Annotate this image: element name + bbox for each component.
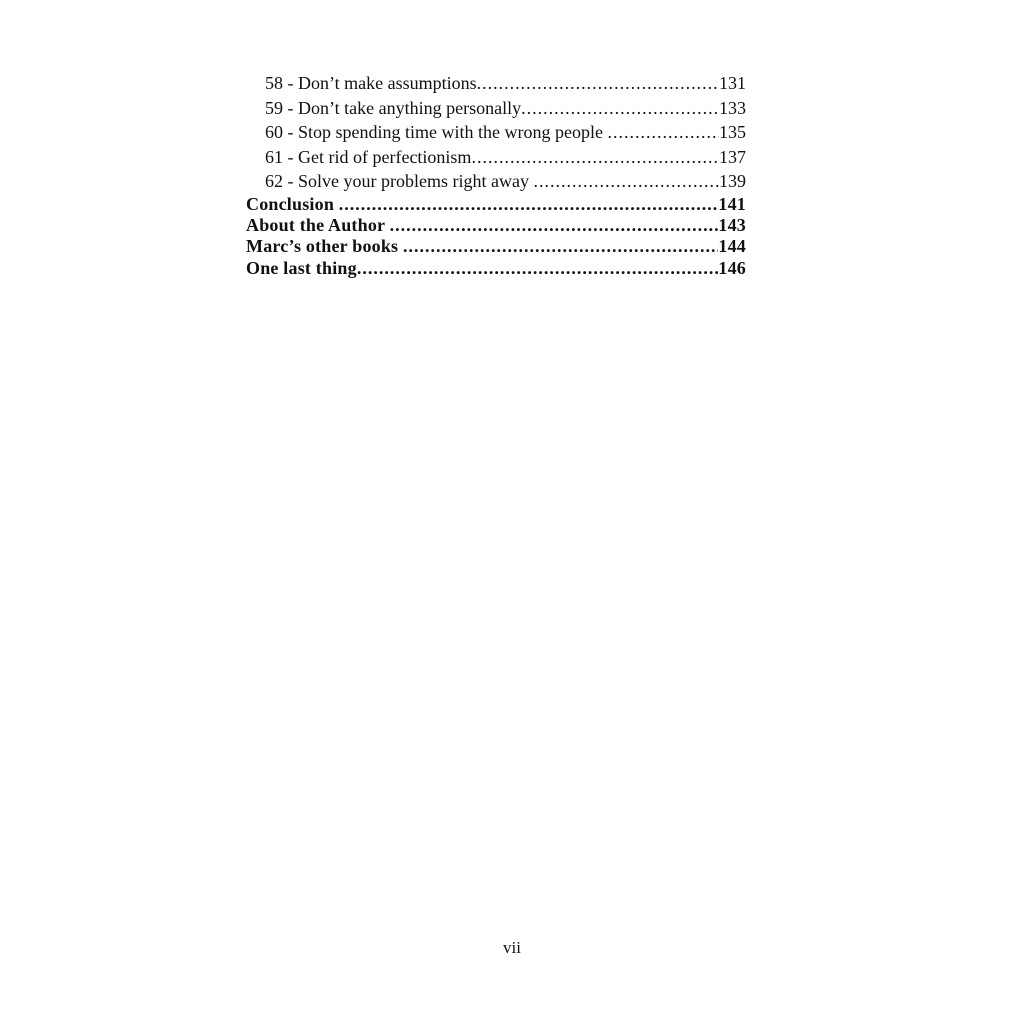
folio-page-number: vii bbox=[503, 938, 521, 957]
toc-dot-leader bbox=[339, 194, 719, 215]
toc-entry-page: 139 bbox=[719, 171, 746, 191]
toc-entry-label: Conclusion bbox=[246, 193, 339, 214]
toc-entry-page: 141 bbox=[718, 193, 746, 214]
toc-entry-page: 135 bbox=[719, 122, 746, 142]
toc-entry[interactable] bbox=[246, 215, 746, 236]
toc-dot-leader bbox=[521, 96, 719, 121]
toc-entry-page: 133 bbox=[719, 97, 746, 118]
toc-dot-leader bbox=[390, 215, 719, 236]
toc-dot-leader bbox=[533, 169, 719, 194]
toc-entry-label: 60 - Stop spending time with the wrong people bbox=[265, 122, 608, 142]
toc-entry-page: 143 bbox=[718, 214, 746, 235]
toc-entry-page: 146 bbox=[718, 257, 746, 278]
toc-entry-page: 144 bbox=[718, 236, 746, 257]
toc-entry-page: 131 bbox=[719, 73, 746, 93]
toc-entry-label: 58 - Don’t make assumptions bbox=[265, 73, 477, 93]
toc-entry-label: 59 - Don’t take anything personally bbox=[265, 97, 522, 118]
toc-entry-label: 62 - Solve your problems right away bbox=[265, 171, 534, 191]
toc-entry-label: 61 - Get rid of perfectionism bbox=[265, 146, 472, 167]
toc-entry[interactable] bbox=[246, 120, 746, 145]
toc-entry-label: About the Author bbox=[246, 214, 390, 235]
toc-dot-leader bbox=[607, 120, 719, 145]
toc-entry[interactable] bbox=[246, 169, 746, 194]
toc-dot-leader bbox=[477, 71, 719, 96]
toc-entry[interactable] bbox=[246, 258, 746, 279]
toc-entry[interactable] bbox=[246, 145, 746, 170]
toc-entry-label: One last thing bbox=[246, 257, 357, 278]
toc-entry[interactable] bbox=[246, 96, 746, 121]
toc-entry-label: Marc’s other books bbox=[246, 236, 403, 257]
toc-entry[interactable] bbox=[246, 194, 746, 215]
toc-entry-page: 137 bbox=[719, 146, 746, 167]
toc-dot-leader bbox=[471, 145, 719, 170]
toc-entry[interactable] bbox=[246, 236, 746, 257]
toc-dot-leader bbox=[403, 236, 718, 257]
toc-list bbox=[246, 71, 746, 279]
toc-dot-leader bbox=[357, 258, 719, 279]
toc-entry[interactable] bbox=[246, 71, 746, 96]
